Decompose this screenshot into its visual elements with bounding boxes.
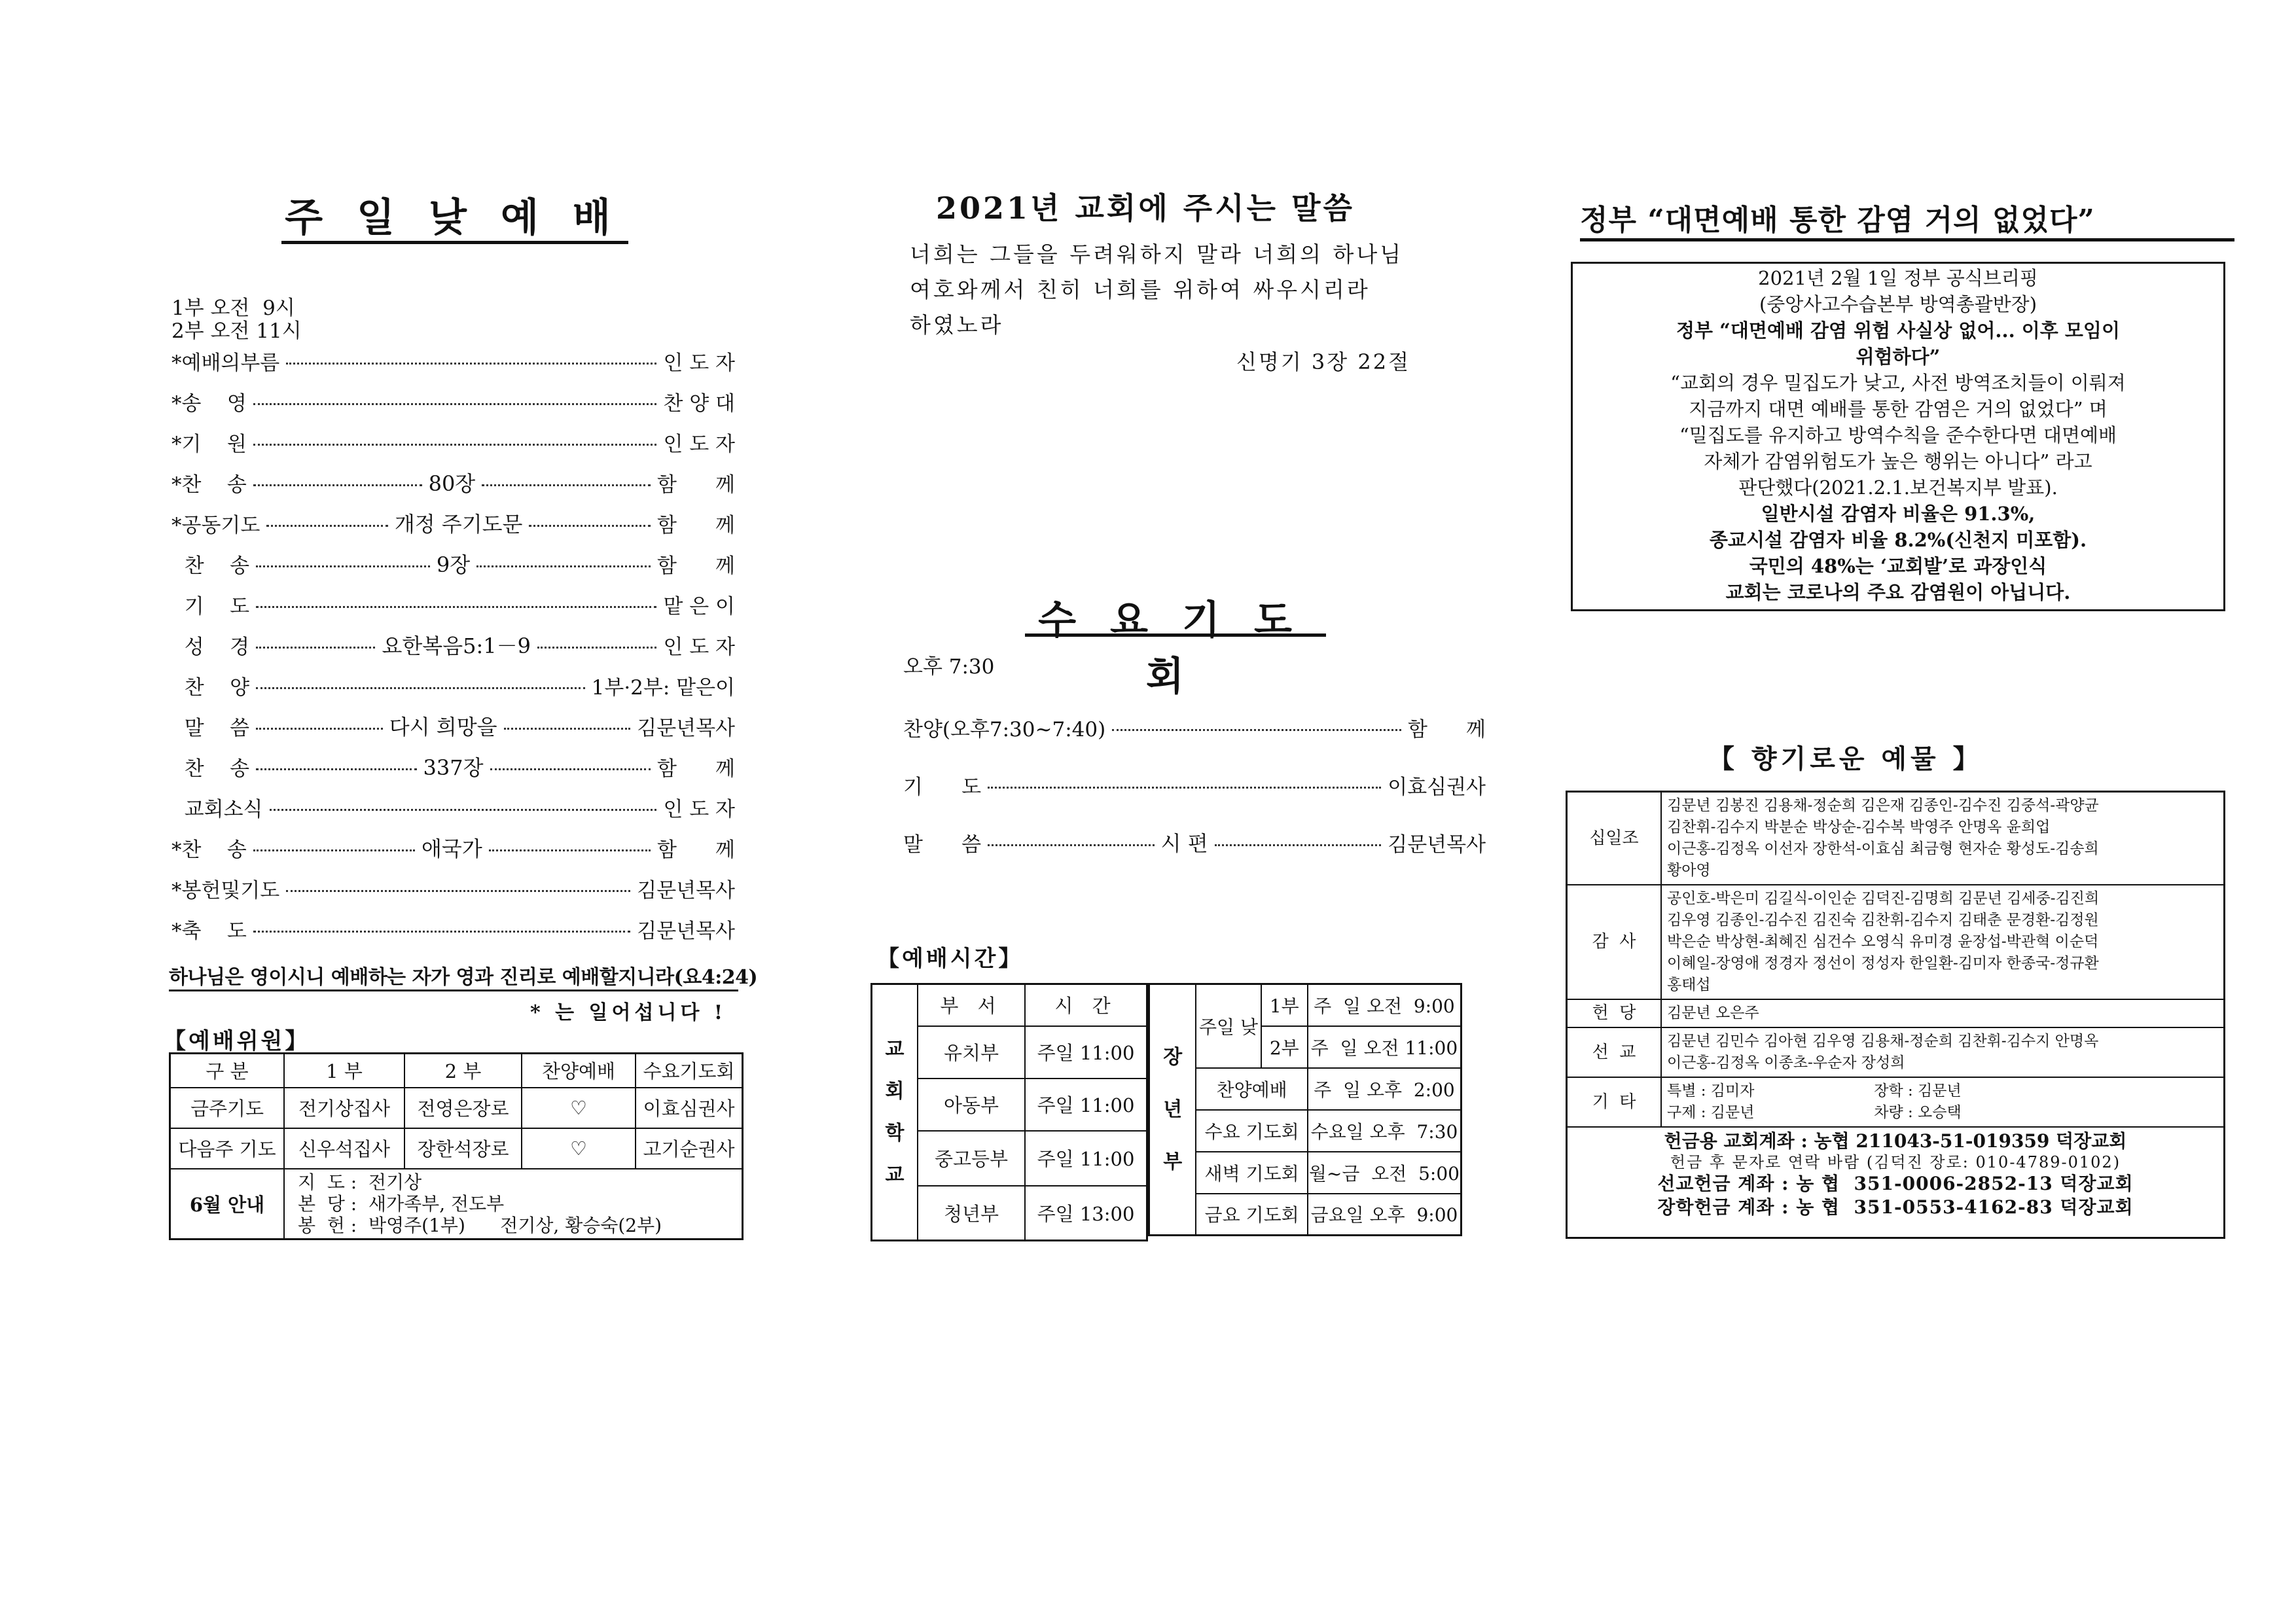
dept-cell: 중고등부: [918, 1131, 1025, 1186]
order-leader: 함 께: [656, 554, 735, 578]
adult-label-text: 장년부: [1163, 1045, 1183, 1173]
sunday-title: 주일낮예배: [285, 195, 645, 241]
offering-row: [1568, 885, 2223, 999]
order-label: 기 도: [171, 594, 250, 618]
offering-title: 【 향기로운 예물 】: [1708, 743, 1983, 774]
gov-line: 정부 “대면예배 감염 위험 사실상 없어... 이후 모임이: [1676, 319, 2120, 342]
order-label: 기 도: [903, 775, 982, 799]
word2021-line: 너희는 그들을 두려워하지 말라 너희의 하나님: [910, 241, 1404, 267]
order-content: 개정 주기도문: [394, 512, 523, 537]
dot-leader: [253, 444, 657, 446]
committee-header: 구 분: [170, 1054, 285, 1088]
order-row: [171, 587, 735, 621]
gov-title-underline: [1580, 238, 2234, 241]
dot-leader: [476, 565, 651, 567]
offering-name-line: 황아영: [1667, 862, 1711, 879]
offering-names: [1661, 1077, 2223, 1127]
dot-leader: [256, 606, 656, 608]
dot-leader: [504, 728, 631, 730]
dot-leader: [988, 844, 1155, 846]
time-cell: 월~금 오전 5:00: [1308, 1152, 1462, 1194]
wednesday-order-list: [903, 710, 1486, 867]
service-cell: 찬양예배: [1196, 1068, 1307, 1110]
offering-name-line: 이근홍-김정옥 이종초-우순자 장성희: [1667, 1054, 1905, 1071]
order-leader: 이효심권사: [1388, 775, 1486, 799]
order-row: [171, 506, 735, 540]
order-label: 찬양(오후7:30~7:40): [903, 717, 1106, 741]
order-leader: 함 께: [1407, 717, 1486, 741]
offering-row: [1568, 793, 2223, 885]
order-row: [903, 768, 1486, 802]
dot-leader: [489, 849, 651, 851]
committee-header: 1 부: [284, 1054, 404, 1088]
schedule-header: 시 간: [1025, 984, 1147, 1026]
verse-text: 하나님은 영이시니 예배하는 자가 영과 진리로 예배할지니라(요4:24): [169, 966, 758, 989]
order-label: 말 씀: [903, 832, 982, 857]
account-mission: 선교헌금 계좌 : 농 협 351-0006-2852-13 덕장교회: [1657, 1173, 2134, 1194]
time-cell: 주일 11:00: [1025, 1026, 1147, 1079]
committee-row: [170, 1128, 743, 1169]
order-leader: 함 께: [656, 838, 735, 862]
order-leader: 함 께: [656, 473, 736, 497]
dot-leader: [256, 728, 383, 730]
schedule-table-school: [870, 983, 1148, 1241]
dot-leader: [253, 931, 630, 933]
offering-name-line: 홍태섭: [1667, 976, 1711, 993]
offering-name-line: 김문년 오은주: [1667, 1005, 1759, 1022]
order-row: [171, 749, 735, 783]
wednesday-title-underline: [1025, 633, 1326, 637]
dot-leader: [256, 768, 416, 770]
order-label: *찬 송: [171, 473, 247, 497]
order-row: [171, 384, 735, 418]
gov-line: “교회의 경우 밀집도가 낮고, 사전 방역조치들이 이뤄져: [1670, 372, 2126, 394]
order-label: 찬 양: [171, 675, 250, 700]
committee-cell: 전기상집사: [284, 1088, 404, 1128]
offering-name-line: 김찬휘-김수지 박분순 박상순-김수복 박영주 안명옥 윤희업: [1667, 819, 2051, 836]
committee-cell: 신우석집사: [284, 1128, 404, 1169]
order-row: [903, 710, 1486, 744]
dot-leader: [1112, 729, 1401, 731]
order-content: 9장: [436, 552, 471, 577]
dot-leader: [529, 525, 651, 527]
dot-leader: [256, 687, 585, 689]
word2021-title: 2021년 교회에 주시는 말씀: [936, 190, 1355, 226]
middle-column: [870, 0, 1499, 1623]
offering-category: 십일조: [1568, 793, 1661, 885]
order-leader: 찬 양 대: [663, 391, 735, 416]
offering-name-line: 특별 : 김미자 장학 : 김문년: [1667, 1082, 1962, 1099]
offering-name-line: 김문년 김민수 김아현 김우영 김용채-정순희 김찬휘-김수지 안명옥: [1667, 1033, 2099, 1050]
committee-header-row: [170, 1054, 743, 1088]
dot-leader: [537, 647, 656, 649]
dot-leader: [286, 890, 630, 892]
june-line: 본 당 : 새가족부, 전도부: [298, 1192, 505, 1215]
dot-leader: [256, 565, 430, 567]
committee-header: 2 부: [404, 1054, 522, 1088]
heart-icon: ♡: [522, 1128, 636, 1169]
offering-category: 선 교: [1568, 1027, 1661, 1077]
time-cell: 금요일 오후 9:00: [1308, 1194, 1462, 1236]
sunday-order-list: [171, 344, 735, 959]
dot-leader: [253, 484, 422, 486]
account-scholarship: 장학헌금 계좌 : 농 협 351-0553-4162-83 덕장교회: [1657, 1196, 2134, 1218]
order-leader: 김문년목사: [637, 919, 735, 943]
order-label: *예배의부름: [171, 351, 280, 375]
order-label: *공동기도: [171, 513, 260, 537]
committee-cell: 장한석장로: [404, 1128, 522, 1169]
gov-line: 종교시설 감염자 비율 8.2%(신천지 미포함).: [1709, 529, 2087, 551]
dept-cell: 아동부: [918, 1079, 1025, 1131]
order-label: *축 도: [171, 919, 247, 943]
offering-row: [1568, 1027, 2223, 1077]
sunday-label: 주일 낮: [1196, 984, 1261, 1068]
gov-line: 위험하다”: [1856, 346, 1941, 368]
account-main: 헌금용 교회계좌 : 농협 211043-51-019359 덕장교회: [1664, 1130, 2127, 1152]
word2021-body: [910, 237, 1403, 343]
order-content: 시 편: [1160, 831, 1208, 856]
june-line: 지 도 : 전기상: [298, 1171, 422, 1193]
word2021-line: 여호와께서 친히 너희를 위하여 싸우시리라: [910, 277, 1371, 302]
time-cell: 주일 11:00: [1025, 1079, 1147, 1131]
order-content: 애국가: [422, 836, 482, 861]
gov-line: 판단했다(2021.2.1.보건복지부 발표).: [1738, 476, 2058, 499]
order-row: [171, 668, 735, 702]
account-section: [1568, 1128, 2223, 1219]
committee-row: [170, 1088, 743, 1128]
time-cell: 주일 11:00: [1025, 1131, 1147, 1186]
offering-category: 기 타: [1568, 1077, 1661, 1127]
order-content: 337장: [423, 755, 484, 780]
svc2-time: 2부 오전 11시: [171, 319, 302, 343]
order-row: [171, 790, 735, 824]
order-label: *기 원: [171, 432, 247, 456]
schedule-header: 부 서: [918, 984, 1025, 1026]
time-cell: 주일 13:00: [1025, 1186, 1147, 1241]
order-row: [171, 546, 735, 580]
order-label: 찬 송: [171, 757, 250, 781]
order-row: [171, 465, 735, 499]
order-label: *봉헌및기도: [171, 878, 280, 902]
offering-names: [1661, 1027, 2223, 1077]
dot-leader: [270, 809, 657, 811]
schedule-title: 【예배시간】: [877, 946, 1024, 972]
gov-line: 교회는 코로나의 주요 감염원이 아닙니다.: [1725, 581, 2071, 603]
gov-line: (중앙사고수습본부 방역총괄반장): [1759, 293, 2037, 315]
offering-names: [1661, 885, 2223, 999]
wednesday-title: 수요기도회: [1038, 597, 1326, 700]
service-cell: 수요 기도회: [1196, 1110, 1307, 1152]
sunday-title-underline: [281, 241, 628, 244]
committee-cell: 금주기도: [170, 1088, 285, 1128]
order-label: *송 영: [171, 391, 247, 416]
order-label: 성 경: [171, 635, 250, 659]
committee-cell: 다음주 기도: [170, 1128, 285, 1169]
june-label: 6월 안내: [170, 1169, 285, 1240]
committee-cell: 전영은장로: [404, 1088, 522, 1128]
word2021-ref: 신명기 3장 22절: [1236, 349, 1410, 374]
word2021-line: 하였노라: [910, 312, 1004, 338]
dept-cell: 유치부: [918, 1026, 1025, 1079]
service-cell: 금요 기도회: [1196, 1194, 1307, 1236]
order-leader: 인 도 자: [663, 797, 735, 821]
order-leader: 김문년목사: [637, 878, 735, 902]
committee-title: 【예배위원】: [164, 1028, 310, 1054]
gov-box: [1571, 262, 2225, 611]
gov-line: 자체가 감염위험도가 높은 행위는 아니다” 라고: [1704, 450, 2092, 473]
heart-icon: ♡: [522, 1088, 636, 1128]
june-lines: [284, 1169, 743, 1240]
time-cell: 수요일 오후 7:30: [1308, 1110, 1462, 1152]
sunday-part: 2부: [1261, 1026, 1308, 1068]
offering-row: [1568, 1077, 2223, 1127]
order-label: *찬 송: [171, 838, 247, 862]
offering-name-line: 이근홍-김정옥 이선자 장한석-이효심 최금형 현자순 황성도-김송희: [1667, 840, 2099, 857]
order-leader: 함 께: [656, 513, 736, 537]
gov-line: 국민의 48%는 ‘교회발’로 과장인식: [1749, 555, 2047, 577]
order-leader: 맡 은 이: [663, 594, 735, 618]
service-cell: 새벽 기도회: [1196, 1152, 1307, 1194]
order-leader: 1부·2부: 맡은이: [591, 675, 735, 700]
order-content: 요한복음5:1－9: [382, 633, 531, 658]
gov-line: “밀집도를 유지하고 방역수칙을 준수한다면 대면예배: [1679, 424, 2117, 446]
order-content: 다시 희망을: [389, 715, 497, 740]
order-row: [171, 871, 735, 905]
dot-leader: [253, 849, 415, 851]
offering-names: [1661, 793, 2223, 885]
time-cell: 주 일 오전 11:00: [1308, 1026, 1462, 1068]
offering-names: [1661, 999, 2223, 1027]
order-leader: 김문년목사: [1388, 832, 1486, 857]
offering-table: [1568, 793, 2223, 1128]
sunday-column: [0, 0, 759, 1623]
dot-leader: [490, 768, 651, 770]
order-row: [171, 912, 735, 946]
order-content: 80장: [428, 471, 476, 496]
dot-leader: [256, 647, 375, 649]
offering-row: [1568, 999, 2223, 1027]
order-row: [171, 830, 735, 865]
stand-note: * 는 일어섭니다 !: [530, 1001, 727, 1024]
order-row: [171, 709, 735, 743]
dot-leader: [1215, 844, 1382, 846]
schedule-table-adult: [1148, 983, 1462, 1236]
offering-name-line: 김우영 김종인-김수진 김진숙 김찬휘-김수지 김태춘 문경환-김정원: [1667, 912, 2099, 929]
time-cell: 주 일 오전 9:00: [1308, 984, 1462, 1026]
account-note: 헌금 후 문자로 연락 바람 (김덕진 장로: 010-4789-0102): [1670, 1153, 2121, 1171]
committee-cell: 이효심권사: [636, 1088, 743, 1128]
order-leader: 인 도 자: [663, 432, 735, 456]
offering-name-line: 박은순 박상현-최혜진 심건수 오영식 유미경 윤장섭-박관혁 이순덕: [1667, 933, 2099, 950]
offering-name-line: 구제 : 김문년 차량 : 오승택: [1667, 1104, 1962, 1121]
order-label: 교회소식: [171, 797, 263, 821]
order-row: [171, 628, 735, 662]
june-row: [170, 1169, 743, 1240]
gov-title: 정부 “대면예배 통한 감염 거의 없었다”: [1580, 204, 2095, 237]
school-label: [872, 984, 918, 1241]
time-cell: 주 일 오후 2:00: [1308, 1068, 1462, 1110]
june-line: 봉 헌 : 박영주(1부) 전기상, 황승숙(2부): [298, 1214, 662, 1236]
order-leader: 김문년목사: [637, 716, 735, 740]
dot-leader: [266, 525, 388, 527]
gov-line: 일반시설 감염자 비율은 91.3%,: [1761, 503, 2036, 525]
school-label-text: 교회학교: [885, 1037, 905, 1186]
order-leader: 인 도 자: [663, 635, 735, 659]
offering-category: 감 사: [1568, 885, 1661, 999]
order-leader: 인 도 자: [663, 351, 735, 375]
dot-leader: [286, 363, 656, 365]
dot-leader: [482, 484, 651, 486]
committee-cell: 고기순권사: [636, 1128, 743, 1169]
dept-cell: 청년부: [918, 1186, 1025, 1241]
dot-leader: [253, 403, 657, 405]
right-column: [1558, 0, 2251, 1623]
order-leader: 함 께: [656, 757, 735, 781]
gov-line: 2021년 2월 1일 정부 공식브리핑: [1758, 267, 2038, 289]
order-label: 찬 송: [171, 554, 250, 578]
dot-leader: [988, 787, 1381, 789]
order-row: [171, 344, 735, 378]
order-label: 말 씀: [171, 716, 250, 740]
adult-label: [1149, 984, 1196, 1236]
gov-line: 지금까지 대면 예배를 통한 감염은 거의 없었다” 며: [1689, 398, 2108, 420]
order-row: [903, 825, 1486, 859]
committee-table: [169, 1052, 744, 1240]
order-row: [171, 425, 735, 459]
svc1-time: 1부 오전 9시: [171, 296, 295, 320]
offering-category: 헌 당: [1568, 999, 1661, 1027]
committee-header: 수요기도회: [636, 1054, 743, 1088]
wednesday-time: 오후 7:30: [903, 655, 995, 679]
offering-name-line: 김문년 김봉진 김용채-정순희 김은재 김종인-김수진 김중석-곽양균: [1667, 797, 2099, 814]
offering-name-line: 공인호-박은미 김길식-이인순 김덕진-김명희 김문년 김세중-김진희: [1667, 890, 2100, 907]
verse-underline: [169, 990, 738, 991]
offering-name-line: 이혜일-장영애 정경자 정선이 정성자 한일환-김미자 한종국-정규환: [1667, 955, 2099, 972]
offering-box: [1566, 791, 2225, 1239]
sunday-part: 1부: [1261, 984, 1308, 1026]
committee-header: 찬양예배: [522, 1054, 636, 1088]
